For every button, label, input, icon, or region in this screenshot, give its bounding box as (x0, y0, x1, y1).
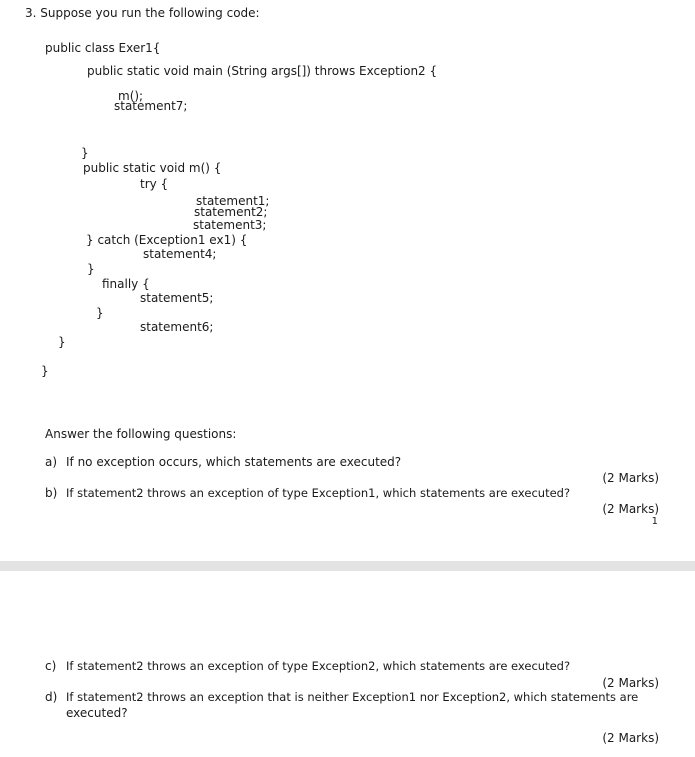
code-line: finally { (102, 277, 150, 291)
code-line: } (87, 262, 95, 276)
code-line: } (58, 335, 66, 349)
part-label: a) (45, 455, 58, 469)
instruction-text: Answer the following questions: (45, 427, 237, 441)
code-line: public static void main (String args[]) throws Exception2 { (87, 64, 438, 78)
part-text-line2: executed? (66, 706, 128, 720)
code-line: statement4; (143, 247, 217, 261)
part-text: If statement2 throws an exception of type Exception2, which statements are executed? (66, 659, 571, 673)
marks-label: (2 Marks) (602, 731, 659, 745)
part-text-line1: If statement2 throws an exception that is neither Exception1 nor Exception2, which statements are (66, 690, 639, 704)
code-line: statement2; (194, 205, 268, 219)
part-label: b) (45, 486, 58, 500)
question-header: 3. Suppose you run the following code: (25, 6, 260, 20)
code-line: statement7; (114, 99, 188, 113)
part-text: If statement2 throws an exception of type Exception1, which statements are executed? (66, 486, 571, 500)
part-label: d) (45, 690, 58, 704)
page-divider (0, 561, 695, 571)
code-line: } (41, 364, 49, 378)
code-line: statement6; (140, 320, 214, 334)
part-text: If no exception occurs, which statements are executed? (66, 455, 402, 469)
code-line: public class Exer1{ (45, 41, 161, 55)
code-line: try { (140, 177, 169, 191)
code-line: statement3; (193, 218, 267, 232)
marks-label: (2 Marks) (602, 676, 659, 690)
page-number: 1 (651, 516, 658, 527)
marks-label: (2 Marks) (602, 471, 659, 485)
code-line: public static void m() { (83, 161, 222, 175)
part-label: c) (45, 659, 57, 673)
code-line: } (81, 146, 89, 160)
code-line: statement5; (140, 291, 214, 305)
marks-label: (2 Marks) (602, 502, 659, 516)
code-line: } catch (Exception1 ex1) { (86, 233, 248, 247)
code-line: } (96, 306, 104, 320)
code-line: statement1; (196, 194, 270, 208)
code-line: m(); (118, 89, 144, 103)
